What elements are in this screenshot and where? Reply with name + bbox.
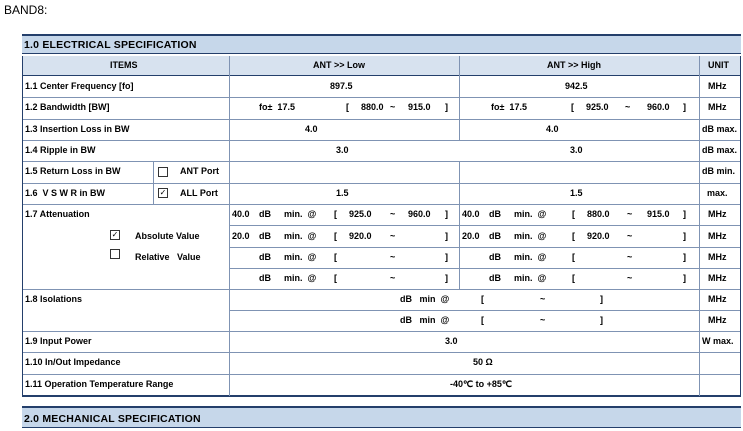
insertion-loss-low: 4.0 bbox=[305, 124, 318, 134]
bracket-open: [ bbox=[572, 209, 575, 219]
bracket-open: [ bbox=[334, 273, 337, 283]
tilde: ~ bbox=[627, 252, 633, 262]
bandwidth-low-prefix: fo± 17.5 bbox=[259, 102, 295, 112]
bracket-close: ] bbox=[600, 315, 603, 325]
atten-min-at: min. @ bbox=[284, 273, 317, 283]
atten-low-value: 20.0 bbox=[232, 231, 250, 241]
input-power-value: 3.0 bbox=[445, 336, 458, 346]
atten-min-at: min. @ bbox=[514, 209, 547, 219]
header-unit: UNIT bbox=[708, 60, 729, 70]
isolation-unit: MHz bbox=[708, 294, 727, 304]
atten-min-at: min. @ bbox=[514, 252, 547, 262]
row-center-frequency-label: 1.1 Center Frequency [fo] bbox=[25, 81, 134, 91]
atten-db: dB bbox=[259, 209, 271, 219]
bracket-close: ] bbox=[683, 209, 686, 219]
atten-high-start: 920.0 bbox=[587, 231, 610, 241]
atten-min-at: min. @ bbox=[284, 231, 317, 241]
bracket-open: [ bbox=[481, 315, 484, 325]
row-impedance-label: 1.10 In/Out Impedance bbox=[25, 357, 121, 367]
bandwidth-low-start: 880.0 bbox=[361, 102, 384, 112]
band-label: BAND8: bbox=[4, 3, 48, 17]
tilde: ~ bbox=[627, 209, 633, 219]
tilde: ~ bbox=[540, 315, 546, 325]
bracket-open: [ bbox=[572, 252, 575, 262]
center-frequency-low: 897.5 bbox=[330, 81, 353, 91]
isolation-min-at: dB min @ bbox=[400, 294, 450, 304]
atten-db: dB bbox=[259, 273, 271, 283]
all-port-label: ALL Port bbox=[180, 188, 218, 198]
center-frequency-high: 942.5 bbox=[565, 81, 588, 91]
bracket-close: ] bbox=[683, 273, 686, 283]
ripple-high: 3.0 bbox=[570, 145, 583, 155]
atten-low-start: 920.0 bbox=[349, 231, 372, 241]
tilde: ~ bbox=[540, 294, 546, 304]
section-mechanical-header bbox=[22, 406, 741, 428]
all-port-checkbox[interactable]: ✓ bbox=[159, 188, 167, 197]
tilde: ~ bbox=[390, 231, 396, 241]
bandwidth-high-start: 925.0 bbox=[586, 102, 609, 112]
row-attenuation-label: 1.7 Attenuation bbox=[25, 209, 90, 219]
header-items: ITEMS bbox=[110, 60, 138, 70]
bracket-close: ] bbox=[600, 294, 603, 304]
temperature-value: -40℃ to +85℃ bbox=[450, 379, 512, 389]
atten-low-start: 925.0 bbox=[349, 209, 372, 219]
atten-low-value: 40.0 bbox=[232, 209, 250, 219]
section-mechanical-title: 2.0 MECHANICAL SPECIFICATION bbox=[24, 413, 201, 425]
atten-db: dB bbox=[489, 209, 501, 219]
tilde: ~ bbox=[390, 252, 396, 262]
tilde: ~ bbox=[390, 102, 396, 112]
row-ripple-label: 1.4 Ripple in BW bbox=[25, 145, 96, 155]
ripple-low: 3.0 bbox=[336, 145, 349, 155]
atten-unit: MHz bbox=[708, 231, 727, 241]
bracket-close: ] bbox=[445, 231, 448, 241]
tilde: ~ bbox=[390, 273, 396, 283]
bracket-close: ] bbox=[445, 209, 448, 219]
atten-unit: MHz bbox=[708, 209, 727, 219]
isolation-min-at: dB min @ bbox=[400, 315, 450, 325]
bandwidth-high-end: 960.0 bbox=[647, 102, 670, 112]
row-return-loss-label: 1.5 Return Loss in BW bbox=[25, 166, 121, 176]
tilde: ~ bbox=[627, 231, 633, 241]
row-input-power-label: 1.9 Input Power bbox=[25, 336, 92, 346]
relative-value-checkbox[interactable] bbox=[110, 249, 120, 259]
ripple-unit: dB max. bbox=[702, 145, 738, 155]
row-bandwidth-label: 1.2 Bandwidth [BW] bbox=[25, 102, 110, 112]
atten-db: dB bbox=[259, 231, 271, 241]
atten-high-value: 40.0 bbox=[462, 209, 480, 219]
bandwidth-low-end: 915.0 bbox=[408, 102, 431, 112]
ant-port-label: ANT Port bbox=[180, 166, 219, 176]
header-ant-high: ANT >> High bbox=[547, 60, 602, 70]
bracket-close: ] bbox=[683, 102, 686, 112]
tilde: ~ bbox=[390, 209, 396, 219]
bracket-open: [ bbox=[481, 294, 484, 304]
absolute-value-checkbox[interactable]: ✓ bbox=[111, 230, 119, 239]
section-electrical-header bbox=[22, 34, 741, 54]
atten-db: dB bbox=[489, 252, 501, 262]
impedance-value: 50 Ω bbox=[473, 357, 493, 367]
bracket-close: ] bbox=[683, 231, 686, 241]
insertion-loss-unit: dB max. bbox=[702, 124, 738, 134]
row-vswr-label: 1.6 V S W R in BW bbox=[25, 188, 106, 198]
bracket-open: [ bbox=[334, 209, 337, 219]
row-temperature-label: 1.11 Operation Temperature Range bbox=[25, 379, 174, 389]
vswr-low: 1.5 bbox=[336, 188, 349, 198]
insertion-loss-high: 4.0 bbox=[546, 124, 559, 134]
absolute-value-label: Absolute Value bbox=[135, 231, 200, 241]
center-frequency-unit: MHz bbox=[708, 81, 727, 91]
ant-port-checkbox[interactable] bbox=[158, 167, 168, 177]
section-electrical-title: 1.0 ELECTRICAL SPECIFICATION bbox=[24, 39, 197, 51]
isolation-unit: MHz bbox=[708, 315, 727, 325]
atten-min-at: min. @ bbox=[284, 209, 317, 219]
tilde: ~ bbox=[625, 102, 631, 112]
input-power-unit: W max. bbox=[702, 336, 734, 346]
vswr-unit: max. bbox=[707, 188, 728, 198]
tilde: ~ bbox=[627, 273, 633, 283]
bracket-close: ] bbox=[683, 252, 686, 262]
bracket-open: [ bbox=[334, 231, 337, 241]
bracket-close: ] bbox=[445, 273, 448, 283]
bracket-close: ] bbox=[445, 252, 448, 262]
bracket-open: [ bbox=[346, 102, 349, 112]
return-loss-unit: dB min. bbox=[702, 166, 735, 176]
vswr-high: 1.5 bbox=[570, 188, 583, 198]
bracket-close: ] bbox=[445, 102, 448, 112]
atten-min-at: min. @ bbox=[514, 231, 547, 241]
atten-high-start: 880.0 bbox=[587, 209, 610, 219]
bracket-open: [ bbox=[572, 231, 575, 241]
bracket-open: [ bbox=[572, 273, 575, 283]
atten-unit: MHz bbox=[708, 273, 727, 283]
header-ant-low: ANT >> Low bbox=[313, 60, 366, 70]
bandwidth-unit: MHz bbox=[708, 102, 727, 112]
atten-high-end: 915.0 bbox=[647, 209, 670, 219]
bracket-open: [ bbox=[571, 102, 574, 112]
atten-high-value: 20.0 bbox=[462, 231, 480, 241]
atten-min-at: min. @ bbox=[514, 273, 547, 283]
row-insertion-loss-label: 1.3 Insertion Loss in BW bbox=[25, 124, 130, 134]
relative-value-label: Relative Value bbox=[135, 252, 201, 262]
atten-db: dB bbox=[259, 252, 271, 262]
atten-low-end: 960.0 bbox=[408, 209, 431, 219]
bandwidth-high-prefix: fo± 17.5 bbox=[491, 102, 527, 112]
atten-db: dB bbox=[489, 273, 501, 283]
atten-unit: MHz bbox=[708, 252, 727, 262]
row-isolations-label: 1.8 Isolations bbox=[25, 294, 83, 304]
atten-min-at: min. @ bbox=[284, 252, 317, 262]
bracket-open: [ bbox=[334, 252, 337, 262]
atten-db: dB bbox=[489, 231, 501, 241]
